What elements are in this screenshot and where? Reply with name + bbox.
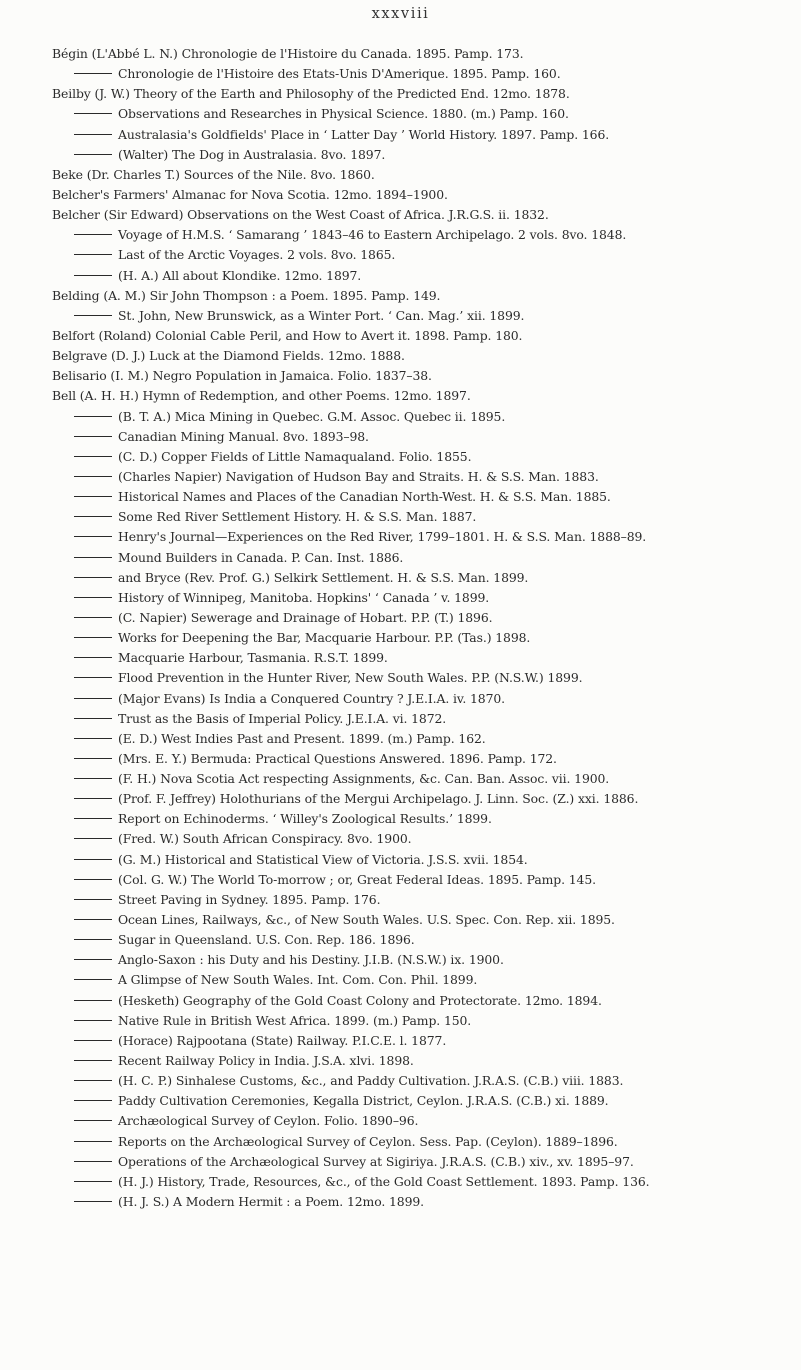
bibliography-entry	[52, 950, 787, 970]
entry-text: Macquarie Harbour, Tasmania. R.S.T. 1899.	[118, 650, 388, 666]
ditto-dash	[74, 577, 112, 578]
entry-text: Belfort (Roland) Colonial Cable Peril, and How to Avert it. 1898. Pamp. 180.	[52, 327, 523, 343]
ditto-dash	[74, 979, 112, 980]
bibliography-entry	[52, 467, 787, 487]
bibliography-entry	[52, 1011, 787, 1031]
bibliography-entry	[52, 64, 787, 84]
entry-text: Beilby (J. W.) Theory of the Earth and Philosophy of the Predicted End. 12mo. 1878.	[52, 86, 570, 102]
ditto-dash	[74, 838, 112, 839]
ditto-dash	[74, 1201, 112, 1202]
ditto-dash	[74, 597, 112, 598]
entry-text: (H. J.) History, Trade, Resources, &c., of the Gold Coast Settlement. 1893. Pamp. 136.	[118, 1173, 650, 1189]
bibliography-entry	[52, 910, 787, 930]
ditto-dash	[74, 1060, 112, 1061]
entry-text: Paddy Cultivation Ceremonies, Kegalla District, Ceylon. J.R.A.S. (C.B.) xi. 1889.	[118, 1093, 609, 1109]
ditto-dash	[74, 738, 112, 739]
entry-text: Trust as the Basis of Imperial Policy. J.E.I.A. vi. 1872.	[118, 710, 447, 726]
entry-text: Henry's Journal—Experiences on the Red River, 1799–1801. H. & S.S. Man. 1888–89.	[118, 529, 647, 545]
bibliography-entry	[52, 84, 787, 104]
entry-text: (Hesketh) Geography of the Gold Coast Colony and Protectorate. 12mo. 1894.	[118, 992, 602, 1008]
entry-text: Last of the Arctic Voyages. 2 vols. 8vo. 1865.	[118, 247, 396, 263]
bibliography-entry	[52, 709, 787, 729]
bibliography-entry	[52, 870, 787, 890]
bibliography-entry	[52, 568, 787, 588]
bibliography-entry	[52, 306, 787, 326]
ditto-dash	[74, 1040, 112, 1041]
entry-text: Recent Railway Policy in India. J.S.A. xlvi. 1898.	[118, 1053, 414, 1069]
ditto-dash	[74, 798, 112, 799]
ditto-dash	[74, 1161, 112, 1162]
bibliography-entry	[52, 245, 787, 265]
ditto-dash	[74, 154, 112, 155]
ditto-dash	[74, 859, 112, 860]
bibliography-entry	[52, 628, 787, 648]
ditto-dash	[74, 818, 112, 819]
bibliography-entry	[52, 205, 787, 225]
entry-text: Bégin (L'Abbé L. N.) Chronologie de l'Histoire du Canada. 1895. Pamp. 173.	[52, 46, 524, 61]
entry-text: Belcher's Farmers' Almanac for Nova Scotia. 12mo. 1894–1900.	[52, 186, 448, 202]
entry-text: Mound Builders in Canada. P. Can. Inst. 1886.	[118, 549, 404, 565]
bibliography-entry	[52, 588, 787, 608]
bibliography-entry	[52, 427, 787, 447]
ditto-dash	[74, 416, 112, 417]
bibliography-entry	[52, 1051, 787, 1071]
ditto-dash	[74, 254, 112, 255]
ditto-dash	[74, 1100, 112, 1101]
entry-text: and Bryce (Rev. Prof. G.) Selkirk Settlement. H. & S.S. Man. 1899.	[118, 569, 529, 585]
bibliography-entry	[52, 668, 787, 688]
entry-text: (G. M.) Historical and Statistical View of Victoria. J.S.S. xvii. 1854.	[118, 851, 528, 867]
bibliography-entry	[52, 729, 787, 749]
entry-text: (Major Evans) Is India a Conquered Country ? J.E.I.A. iv. 1870.	[118, 690, 505, 706]
bibliography-entry	[52, 266, 787, 286]
ditto-dash	[74, 113, 112, 114]
entry-text: (C. D.) Copper Fields of Little Namaqualand. Folio. 1855.	[118, 448, 472, 464]
ditto-dash	[74, 1181, 112, 1182]
bibliography-entry	[52, 145, 787, 165]
entry-text: Australasia's Goldfields' Place in ‘ Latter Day ’ World History. 1897. Pamp. 166.	[118, 126, 610, 142]
bibliography-entry	[52, 366, 787, 386]
entry-text: Street Paving in Sydney. 1895. Pamp. 176.	[118, 891, 381, 907]
entry-text: Voyage of H.M.S. ‘ Samarang ’ 1843–46 to Eastern Archipelago. 2 vols. 8vo. 1848.	[118, 227, 627, 243]
ditto-dash	[74, 919, 112, 920]
ditto-dash	[74, 879, 112, 880]
bibliography-entry	[52, 689, 787, 709]
entry-text: Operations of the Archæological Survey at Sigiriya. J.R.A.S. (C.B.) xiv., xv. 1895–97.	[118, 1153, 634, 1169]
bibliography-entry	[52, 749, 787, 769]
ditto-dash	[74, 698, 112, 699]
entry-text: (B. T. A.) Mica Mining in Quebec. G.M. Assoc. Quebec ii. 1895.	[118, 408, 506, 424]
bibliography-entry	[52, 487, 787, 507]
bibliography-entry	[52, 548, 787, 568]
ditto-dash	[74, 496, 112, 497]
bibliography-entry	[52, 386, 787, 406]
entry-text: Native Rule in British West Africa. 1899. (m.) Pamp. 150.	[118, 1012, 472, 1028]
entry-text: Beke (Dr. Charles T.) Sources of the Nile. 8vo. 1860.	[52, 166, 375, 182]
entry-text: A Glimpse of New South Wales. Int. Com. Con. Phil. 1899.	[118, 972, 478, 988]
ditto-dash	[74, 617, 112, 618]
bibliography-entry	[52, 165, 787, 185]
entry-text: Ocean Lines, Railways, &c., of New South Wales. U.S. Spec. Con. Rep. xii. 1895.	[118, 912, 615, 928]
ditto-dash	[74, 657, 112, 658]
bibliography-entry	[52, 829, 787, 849]
entry-text: Chronologie de l'Histoire des Etats-Unis D'Amerique. 1895. Pamp. 160.	[118, 66, 561, 82]
entry-text: Sugar in Queensland. U.S. Con. Rep. 186. 1896.	[118, 932, 415, 948]
bibliography-entry	[52, 447, 787, 467]
entry-text: (Horace) Rajpootana (State) Railway. P.I.C.E. l. 1877.	[118, 1032, 447, 1048]
entry-text: Some Red River Settlement History. H. & S.S. Man. 1887.	[118, 509, 477, 525]
entry-text: Bell (A. H. H.) Hymn of Redemption, and other Poems. 12mo. 1897.	[52, 388, 471, 404]
entry-text: Observations and Researches in Physical Science. 1880. (m.) Pamp. 160.	[118, 106, 569, 122]
bibliography-entry	[52, 890, 787, 910]
entry-text: (C. Napier) Sewerage and Drainage of Hobart. P.P. (T.) 1896.	[118, 609, 493, 625]
ditto-dash	[74, 677, 112, 678]
bibliography-entry	[52, 507, 787, 527]
bibliography-entry	[52, 1111, 787, 1131]
entry-text: (Walter) The Dog in Australasia. 8vo. 1897.	[118, 146, 386, 162]
entry-text: (H. C. P.) Sinhalese Customs, &c., and Paddy Cultivation. J.R.A.S. (C.B.) viii. 1883.	[118, 1073, 624, 1089]
entry-text: (H. J. S.) A Modern Hermit : a Poem. 12mo. 1899.	[118, 1194, 424, 1210]
entry-text: (H. A.) All about Klondike. 12mo. 1897.	[118, 267, 362, 283]
bibliography-entry	[52, 1172, 787, 1192]
ditto-dash	[74, 275, 112, 276]
bibliography-list	[52, 44, 787, 1212]
bibliography-entry	[52, 125, 787, 145]
bibliography-entry	[52, 286, 787, 306]
bibliography-entry	[52, 346, 787, 366]
ditto-dash	[74, 134, 112, 135]
bibliography-entry	[52, 991, 787, 1011]
ditto-dash	[74, 718, 112, 719]
entry-text: (E. D.) West Indies Past and Present. 1899. (m.) Pamp. 162.	[118, 730, 486, 746]
ditto-dash	[74, 315, 112, 316]
ditto-dash	[74, 939, 112, 940]
ditto-dash	[74, 557, 112, 558]
entry-text: Historical Names and Places of the Canadian North-West. H. & S.S. Man. 1885.	[118, 489, 611, 505]
entry-text: (Prof. F. Jeffrey) Holothurians of the Mergui Archipelago. J. Linn. Soc. (Z.) xxi. 1886.	[118, 791, 639, 807]
entry-text: Anglo-Saxon : his Duty and his Destiny. J.I.B. (N.S.W.) ix. 1900.	[118, 952, 504, 968]
bibliography-entry	[52, 608, 787, 628]
entry-text: (Col. G. W.) The World To-morrow ; or, Great Federal Ideas. 1895. Pamp. 145.	[118, 871, 596, 887]
bibliography-entry	[52, 104, 787, 124]
entry-text: Flood Prevention in the Hunter River, New South Wales. P.P. (N.S.W.) 1899.	[118, 670, 583, 686]
entry-text: History of Winnipeg, Manitoba. Hopkins' ‘ Canada ’ v. 1899.	[118, 589, 490, 605]
ditto-dash	[74, 234, 112, 235]
bibliography-entry	[52, 648, 787, 668]
entry-text: Belding (A. M.) Sir John Thompson : a Poem. 1895. Pamp. 149.	[52, 287, 441, 303]
bibliography-entry	[52, 769, 787, 789]
ditto-dash	[74, 778, 112, 779]
ditto-dash	[74, 959, 112, 960]
ditto-dash	[74, 516, 112, 517]
ditto-dash	[74, 1120, 112, 1121]
ditto-dash	[74, 1141, 112, 1142]
entry-text: (F. H.) Nova Scotia Act respecting Assignments, &c. Can. Ban. Assoc. vii. 1900.	[118, 771, 610, 787]
bibliography-entry	[52, 1152, 787, 1172]
bibliography-entry	[52, 185, 787, 205]
bibliography-entry	[52, 809, 787, 829]
ditto-dash	[74, 1020, 112, 1021]
bibliography-entry	[52, 1132, 787, 1152]
entry-text: Belcher (Sir Edward) Observations on the West Coast of Africa. J.R.G.S. ii. 1832.	[52, 207, 549, 223]
entry-text: (Fred. W.) South African Conspiracy. 8vo. 1900.	[118, 831, 412, 847]
entry-text: Belisario (I. M.) Negro Population in Jamaica. Folio. 1837–38.	[52, 368, 432, 384]
bibliography-entry	[52, 970, 787, 990]
entry-text: (Charles Napier) Navigation of Hudson Bay and Straits. H. & S.S. Man. 1883.	[118, 468, 599, 484]
ditto-dash	[74, 758, 112, 759]
entry-text: Report on Echinoderms. ‘ Willey's Zoological Results.’ 1899.	[118, 811, 492, 827]
ditto-dash	[74, 436, 112, 437]
bibliography-entry	[52, 407, 787, 427]
bibliography-entry	[52, 527, 787, 547]
bibliography-entry	[52, 1192, 787, 1212]
ditto-dash	[74, 1080, 112, 1081]
ditto-dash	[74, 637, 112, 638]
entry-text: Archæological Survey of Ceylon. Folio. 1890–96.	[118, 1113, 419, 1129]
bibliography-entry	[52, 850, 787, 870]
bibliography-entry	[52, 44, 787, 64]
bibliography-entry	[52, 930, 787, 950]
ditto-dash	[74, 1000, 112, 1001]
entry-text: St. John, New Brunswick, as a Winter Port. ‘ Can. Mag.’ xii. 1899.	[118, 307, 525, 323]
entry-text: Reports on the Archæological Survey of Ceylon. Sess. Pap. (Ceylon). 1889–1896.	[118, 1133, 618, 1149]
bibliography-entry	[52, 789, 787, 809]
ditto-dash	[74, 73, 112, 74]
bibliography-entry	[52, 225, 787, 245]
bibliography-entry	[52, 1091, 787, 1111]
ditto-dash	[74, 456, 112, 457]
bibliography-entry	[52, 326, 787, 346]
entry-text: (Mrs. E. Y.) Bermuda: Practical Questions Answered. 1896. Pamp. 172.	[118, 750, 557, 766]
entry-text: Belgrave (D. J.) Luck at the Diamond Fields. 12mo. 1888.	[52, 348, 405, 364]
ditto-dash	[74, 476, 112, 477]
entry-text: Canadian Mining Manual. 8vo. 1893–98.	[118, 428, 369, 444]
bibliography-entry	[52, 1071, 787, 1091]
bibliography-entry	[52, 1031, 787, 1051]
ditto-dash	[74, 899, 112, 900]
ditto-dash	[74, 536, 112, 537]
page-number: xxxviii	[371, 6, 430, 22]
entry-text: Works for Deepening the Bar, Macquarie Harbour. P.P. (Tas.) 1898.	[118, 630, 531, 646]
